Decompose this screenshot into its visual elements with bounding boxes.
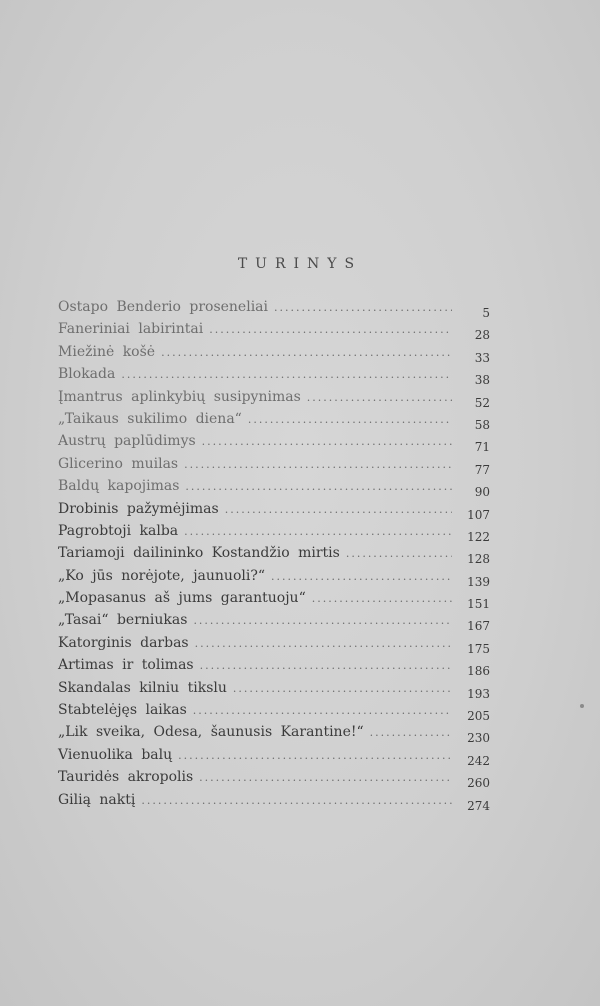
dot-leader <box>271 566 452 588</box>
toc-entry-page-number: 38 <box>474 373 490 388</box>
toc-entry-title: Drobinis pažymėjimas <box>58 500 219 517</box>
toc-entry-page-number: 167 <box>467 619 490 634</box>
toc-entry-title: Skandalas kilniu tikslu <box>58 679 227 696</box>
toc-entry <box>58 408 490 430</box>
toc-entry <box>58 677 490 699</box>
toc-entry-page-number: 90 <box>474 485 490 500</box>
toc-entry-page-number: 71 <box>474 440 490 455</box>
dot-leader <box>225 499 452 521</box>
toc-entry-page-number: 28 <box>474 328 490 343</box>
toc-entry <box>58 341 490 363</box>
toc-entry-page-number: 33 <box>474 350 490 365</box>
toc-entry-page-number: 139 <box>467 574 490 589</box>
dot-leader <box>121 364 452 386</box>
dot-leader <box>346 543 452 565</box>
toc-entry-title: Vienuolika balų <box>58 746 173 763</box>
dot-leader <box>193 610 452 632</box>
toc-entry-title: Tariamoji dailininko Kostandžio mirtis <box>58 545 340 562</box>
dot-leader <box>307 387 452 409</box>
toc-entry-title: Baldų kapojimas <box>58 478 180 495</box>
toc-entry <box>58 565 490 587</box>
toc-entry-title: Blokada <box>58 366 116 383</box>
toc-entry-page-number: 274 <box>467 798 490 813</box>
table-of-contents <box>58 296 490 811</box>
toc-entry-page-number: 107 <box>467 507 490 522</box>
toc-entry <box>58 475 490 500</box>
toc-entry-page-number: 52 <box>474 395 490 410</box>
toc-entry-title: „Ko jūs norėjote, jaunuoli?“ <box>58 567 265 584</box>
toc-entry <box>58 296 490 318</box>
toc-entry-title: Gilią naktį <box>58 791 136 808</box>
toc-entry <box>58 520 490 542</box>
toc-entry <box>58 453 490 475</box>
toc-entry-title: Įmantrus aplinkybių susipynimas <box>58 388 301 405</box>
toc-entry-title: Stabtelėjęs laikas <box>58 702 187 719</box>
toc-entry-page-number: 186 <box>467 664 490 679</box>
toc-entry-page-number: 77 <box>474 462 490 477</box>
toc-entry-title: Austrų paplūdimys <box>58 433 196 450</box>
toc-entry <box>58 498 490 520</box>
dot-leader <box>195 633 452 655</box>
toc-entry <box>58 363 490 388</box>
dot-leader <box>370 722 452 744</box>
toc-entry-title: „Mopasanus aš jums garantuoju“ <box>58 590 306 607</box>
dot-leader <box>161 342 452 364</box>
toc-entry <box>58 654 490 679</box>
dot-leader <box>184 454 452 476</box>
paper-speck <box>580 704 584 708</box>
dot-leader <box>184 521 452 543</box>
toc-entry <box>58 766 490 791</box>
toc-entry <box>58 721 490 746</box>
dot-leader <box>248 409 452 431</box>
toc-entry-page-number: 230 <box>467 731 490 746</box>
dot-leader <box>193 700 452 722</box>
toc-entry-title: Faneriniai labirintai <box>58 321 204 338</box>
toc-entry-page-number: 260 <box>467 776 490 791</box>
toc-entry-title: Katorginis darbas <box>58 634 189 651</box>
toc-entry-page-number: 193 <box>467 686 490 701</box>
toc-entry-page-number: 175 <box>467 641 490 656</box>
toc-entry-title: Glicerino muilas <box>58 455 179 472</box>
toc-entry-title: „Taikaus sukilimo diena“ <box>58 410 242 427</box>
toc-entry-title: Artimas ir tolimas <box>58 657 194 674</box>
dot-leader <box>233 678 452 700</box>
toc-entry-title: Pagrobtoji kalba <box>58 522 179 539</box>
toc-entry <box>58 430 490 455</box>
toc-entry-page-number: 58 <box>474 417 490 432</box>
dot-leader <box>209 319 452 341</box>
toc-entry <box>58 744 490 766</box>
toc-entry-title: „Tasai“ berniukas <box>58 612 188 629</box>
toc-entry-page-number: 151 <box>467 597 490 612</box>
toc-entry <box>58 587 490 612</box>
dot-leader <box>274 297 452 319</box>
page-title: TURINYS <box>237 256 363 272</box>
toc-entry-page-number: 122 <box>467 529 490 544</box>
toc-entry <box>58 789 490 811</box>
toc-entry-title: Miežinė košė <box>58 343 156 360</box>
toc-entry-title: Ostapo Benderio proseneliai <box>58 299 268 315</box>
toc-entry <box>58 632 490 654</box>
toc-entry <box>58 699 490 724</box>
toc-entry <box>58 386 490 408</box>
toc-entry-title: Tauridės akropolis <box>58 769 194 786</box>
toc-entry <box>58 318 490 343</box>
toc-entry-page-number: 128 <box>467 552 490 567</box>
toc-entry-title: „Lik sveika, Odesa, šaunusis Karantine!“ <box>58 724 364 741</box>
toc-entry-page-number: 205 <box>467 709 490 724</box>
toc-entry-page-number: 5 <box>482 306 490 320</box>
toc-entry-page-number: 242 <box>467 753 490 768</box>
dot-leader <box>185 476 452 498</box>
toc-entry <box>58 609 490 634</box>
dot-leader <box>312 588 452 610</box>
dot-leader <box>202 431 452 453</box>
dot-leader <box>199 767 452 789</box>
dot-leader <box>178 745 452 767</box>
dot-leader <box>200 655 452 677</box>
dot-leader <box>141 790 452 812</box>
toc-entry <box>58 542 490 567</box>
